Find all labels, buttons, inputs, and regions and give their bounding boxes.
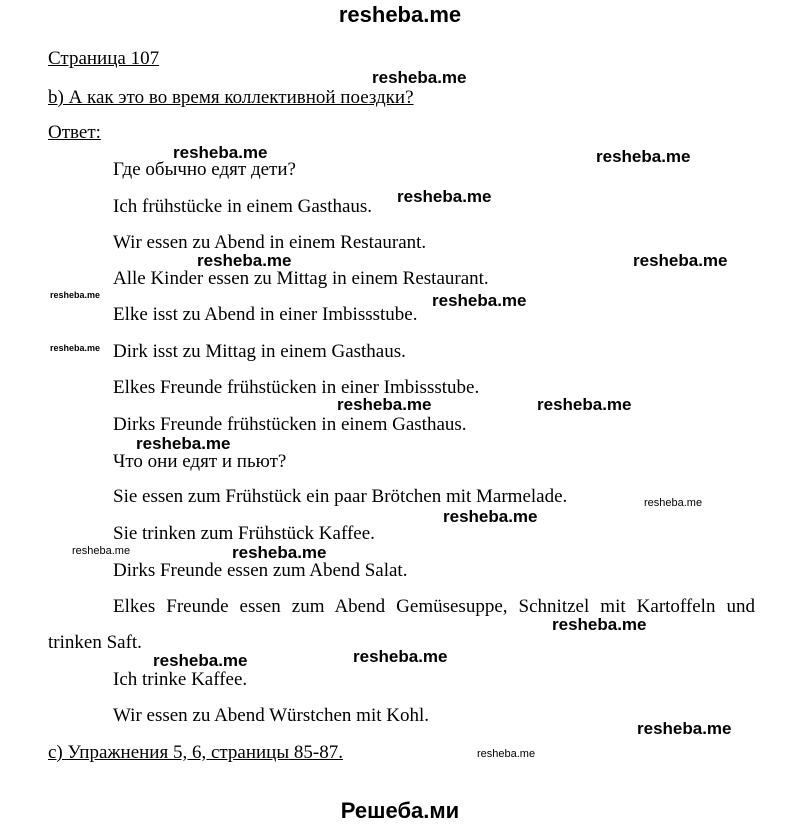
answer-line: Sie trinken zum Frühstück Kaffee. xyxy=(113,523,375,544)
footer-logo: Решеба.ми xyxy=(340,798,460,823)
answer-line: Dirk isst zu Mittag in einem Gasthaus. xyxy=(113,341,406,362)
answer-line: Где обычно едят дети? xyxy=(113,159,296,180)
watermark: resheba.me xyxy=(232,543,327,562)
task-c-heading: с) Упражнения 5, 6, страницы 85-87. xyxy=(48,742,343,763)
site-logo: resheba.me xyxy=(338,2,462,27)
watermark: resheba.me xyxy=(397,187,492,206)
answer-line: Sie essen zum Frühstück ein paar Brötchen mit Marmelade. xyxy=(113,486,568,507)
answer-paragraph: Elkes Freunde essen zum Abend Gemüsesuppe, Schnitzel mit Kartoffeln und trinken Saft. xyxy=(48,596,755,653)
watermark: resheba.me xyxy=(50,343,101,353)
watermark: resheba.me xyxy=(197,251,292,270)
answer-line: Elkes Freunde frühstücken in einer Imbissstube. xyxy=(113,377,480,398)
watermark: resheba.me xyxy=(153,651,248,670)
page-number: Страница 107 xyxy=(48,48,160,69)
answer-line: Alle Kinder essen zu Mittag in einem Restaurant. xyxy=(113,268,489,289)
watermark: resheba.me xyxy=(72,545,131,557)
watermark: resheba.me xyxy=(552,615,647,634)
task-b-heading: b) А как это во время коллективной поездки? xyxy=(48,87,414,108)
answer-line: Elke isst zu Abend in einer Imbissstube. xyxy=(113,304,418,325)
watermark: resheba.me xyxy=(136,434,231,453)
watermark: resheba.me xyxy=(477,748,536,760)
watermark: resheba.me xyxy=(537,395,632,414)
answer-line: Dirks Freunde essen zum Abend Salat. xyxy=(113,560,408,581)
answer-line: Wir essen zu Abend in einem Restaurant. xyxy=(113,232,427,253)
watermark: resheba.me xyxy=(173,143,268,162)
watermark: resheba.me xyxy=(337,395,432,414)
watermark: resheba.me xyxy=(432,291,527,310)
answer-line: Ich frühstücke in einem Gasthaus. xyxy=(113,196,373,217)
watermark: resheba.me xyxy=(633,251,728,270)
watermark: resheba.me xyxy=(353,647,448,666)
watermark: resheba.me xyxy=(596,147,691,166)
watermark: resheba.me xyxy=(50,290,101,300)
answer-line: Что они едят и пьют? xyxy=(113,451,287,472)
watermark: resheba.me xyxy=(372,68,467,87)
answer-line: Dirks Freunde frühstücken in einem Gasthaus. xyxy=(113,414,467,435)
answer-label: Ответ: xyxy=(48,122,101,143)
answer-line: Wir essen zu Abend Würstchen mit Kohl. xyxy=(113,705,430,726)
watermark: resheba.me xyxy=(637,719,732,738)
answer-line: Ich trinke Kaffee. xyxy=(113,669,248,690)
watermark: resheba.me xyxy=(644,497,703,509)
watermark: resheba.me xyxy=(443,507,538,526)
